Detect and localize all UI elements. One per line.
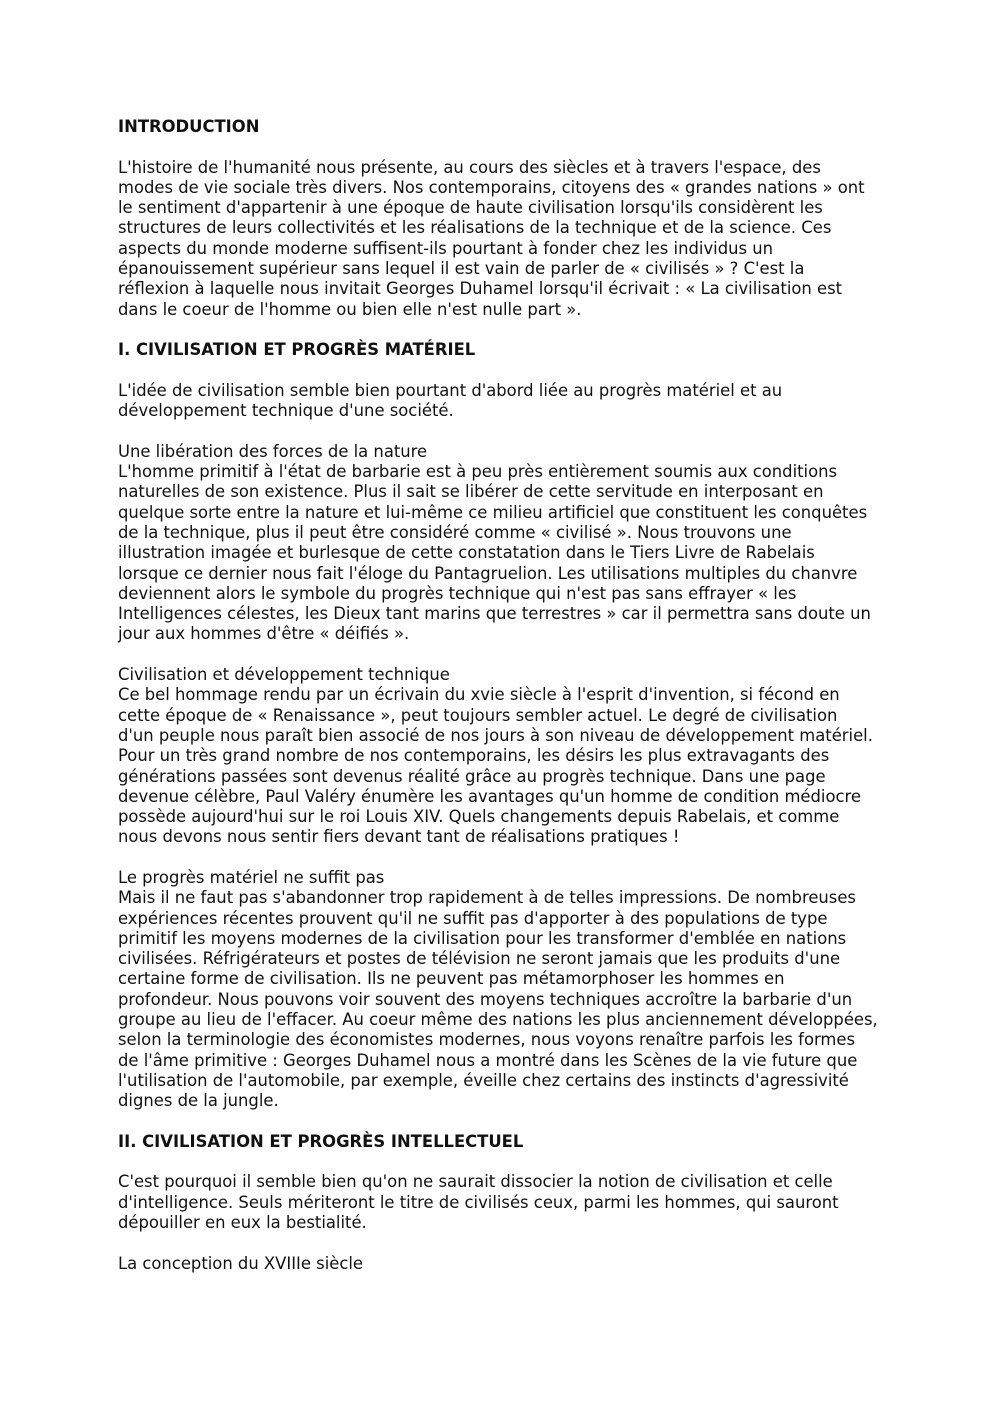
section-2 <box>118 1132 878 1274</box>
introduction-heading: INTRODUCTION <box>118 117 260 136</box>
section-2-intro: C'est pourquoi il semble bien qu'on ne saurait dissocier la notion de civilisation et celle d'intelligence. Seuls mériteront le titre de civilisés ceux, parmi les hommes, qui sauront dépouiller en eux la bestialité. <box>118 1172 839 1233</box>
section-2-heading: II. CIVILISATION ET PROGRÈS INTELLECTUEL <box>118 1131 524 1151</box>
section-1-heading: I. CIVILISATION ET PROGRÈS MATÉRIEL <box>118 340 476 360</box>
subsection-title: Le progrès matériel ne suffit pas <box>118 867 385 887</box>
introduction-paragraph: L'histoire de l'humanité nous présente, au cours des siècles et à travers l'espace, des modes de vie sociale très divers. Nos contemporains, citoyens des « grandes nations » ont le sentiment d'appartenir à une époque de haute civilisation lorsqu'ils considèrent les structures de leurs collectivités et les réalisations de la technique et de la science. Ces aspects du monde moderne suffisent-ils pourtant à fonder chez les individus un épanouissement supérieur sans lequel il est vain de parler de « civilisés » ? C'est la réflexion à laquelle nous invitait Georges Duhamel lorsqu'il écrivait : « La civilisation est dans le coeur de l'homme ou bien elle n'est nulle part ». <box>118 157 865 319</box>
section-1 <box>118 340 878 1111</box>
subsection-title: Civilisation et développement technique <box>118 665 450 685</box>
document-page <box>118 117 878 1274</box>
introduction-section <box>118 117 878 320</box>
subsection-text: Mais il ne faut pas s'abandonner trop rapidement à de telles impressions. De nombreuses expériences récentes prouvent qu'il ne suffit pas d'apporter à des populations de type primitif les moyens modernes de la civilisation pour les transformer d'emblée en nations civilisées. Réfrigérateurs et postes de télévision ne seront jamais que les produits d'une certaine forme de civilisation. Ils ne peuvent pas métamorphoser les hommes en profondeur. Nous pouvons voir souvent des moyens techniques accroître la barbarie d'un groupe au lieu de l'effacer. Au coeur même des nations les plus anciennement développées, selon la terminologie des économistes modernes, nous voyons renaître parfois les formes de l'âme primitive : Georges Duhamel nous a montré dans les Scènes de la vie future que l'utilisation de l'automobile, par exemple, éveille chez certains des instincts d'agressivité dignes de la jungle. <box>118 888 878 1111</box>
section-1-intro: L'idée de civilisation semble bien pourtant d'abord liée au progrès matériel et au développement technique d'une société. <box>118 380 783 421</box>
subsection-title: La conception du XVIIIe siècle <box>118 1253 363 1273</box>
subsection-title: Une libération des forces de la nature <box>118 441 428 461</box>
subsection-text: L'homme primitif à l'état de barbarie est à peu près entièrement soumis aux conditions naturelles de son existence. Plus il sait se libérer de cette servitude en interposant en quelque sorte entre la nature et lui-même ce milieu artificiel que constituent les conquêtes de la technique, plus il peut être considéré comme « civilisé ». Nous trouvons une illustration imagée et burlesque de cette constatation dans le Tiers Livre de Rabelais lorsque ce dernier nous fait l'éloge du Pantagruelion. Les utilisations multiples du chanvre deviennent alors le symbole du progrès technique qui n'est pas sans effrayer « les Intelligences célestes, les Dieux tant marins que terrestres » car il permettra sans doute un jour aux hommes d'être « déifiés ». <box>118 462 871 644</box>
subsection-text: Ce bel hommage rendu par un écrivain du xvie siècle à l'esprit d'invention, si fécond en cette époque de « Renaissance », peut toujours sembler actuel. Le degré de civilisation d'un peuple nous paraît bien associé de nos jours à son niveau de développement matériel. Pour un très grand nombre de nos contemporains, les désirs les plus extravagants des générations passées sont devenus réalité grâce au progrès technique. Dans une page devenue célèbre, Paul Valéry énumère les avantages qu'un homme de condition médiocre possède aujourd'hui sur le roi Louis XIV. Quels changements depuis Rabelais, et comme nous devons nous sentir fiers devant tant de réalisations pratiques ! <box>118 685 873 847</box>
